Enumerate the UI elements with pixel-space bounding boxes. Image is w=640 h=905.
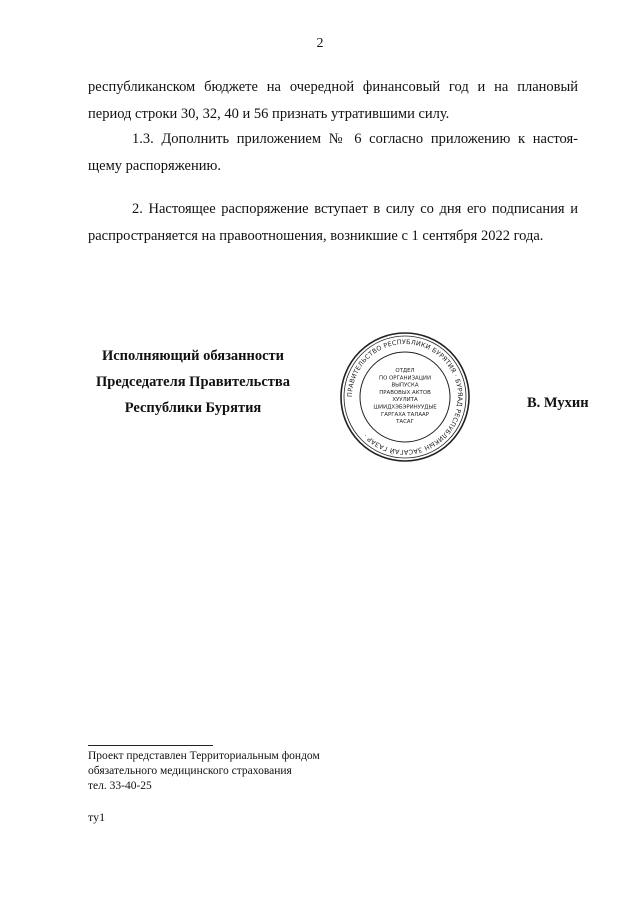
paragraph-budget-lines (88, 74, 578, 128)
stamp-center-line: ШИИДХЭБЭРИНУУДЫЕ (373, 404, 437, 411)
paragraph-line: республиканском бюджете на очередной финансовый год и на плановый (88, 79, 578, 95)
paragraph-line: период строки 30, 32, 40 и 56 признать утратившими силу. (88, 106, 450, 122)
footnote (88, 749, 320, 794)
footnote-line: Проект представлен Территориальным фондом (88, 750, 320, 762)
signatory-title-line: Исполняющий обязанности (101, 348, 285, 364)
official-stamp (338, 330, 472, 464)
page-number: 2 (316, 36, 324, 51)
stamp-center-line: ХУУЛИТА (392, 397, 418, 404)
footnote-line: тел. 33-40-25 (88, 780, 152, 792)
stamp-center-line: ТАСАГ (396, 419, 414, 426)
stamp-center-text (373, 368, 437, 425)
footnote-divider (88, 745, 213, 746)
signatory-title-line: Республики Бурятия (124, 400, 262, 416)
paragraph-line: 2. Настоящее распоряжение вступает в силу со дня его подписания и (132, 201, 578, 217)
paragraph-effective-date (88, 196, 578, 250)
signatory-title-line: Председателя Правительства (96, 374, 290, 390)
paragraph-line: распространяется на правоотношения, возникшие с 1 сентября 2022 года. (88, 228, 544, 244)
stamp-center-line: ПРАВОВЫХ АКТОВ (379, 389, 431, 396)
stamp-center-line: ГАРГАХА ТАЛААР (381, 411, 429, 418)
stamp-center-line: ОТДЕЛ (395, 368, 415, 374)
footnote-line: обязательного медицинского страхования (88, 765, 292, 777)
signatory-title (88, 343, 298, 421)
paragraph-line: щему распоряжению. (88, 158, 221, 174)
signatory-name: В. Мухин (527, 395, 589, 411)
stamp-ring-text: ПРАВИТЕЛЬСТВО РЕСПУБЛИКИ БУРЯТИЯ · БУРЯАД РЕСПУБЛИКЫН ЗАСАГАЙ ГАЗАР · (345, 337, 465, 457)
stamp-center-line: ВЫПУСКА (391, 382, 419, 389)
document-code: ту1 (88, 810, 106, 824)
paragraph-appendix (88, 126, 578, 180)
stamp-center-line: ПО ОРГАНИЗАЦИИ (379, 375, 431, 382)
paragraph-line: 1.3. Дополнить приложением № 6 согласно приложению к настоя- (132, 131, 578, 147)
